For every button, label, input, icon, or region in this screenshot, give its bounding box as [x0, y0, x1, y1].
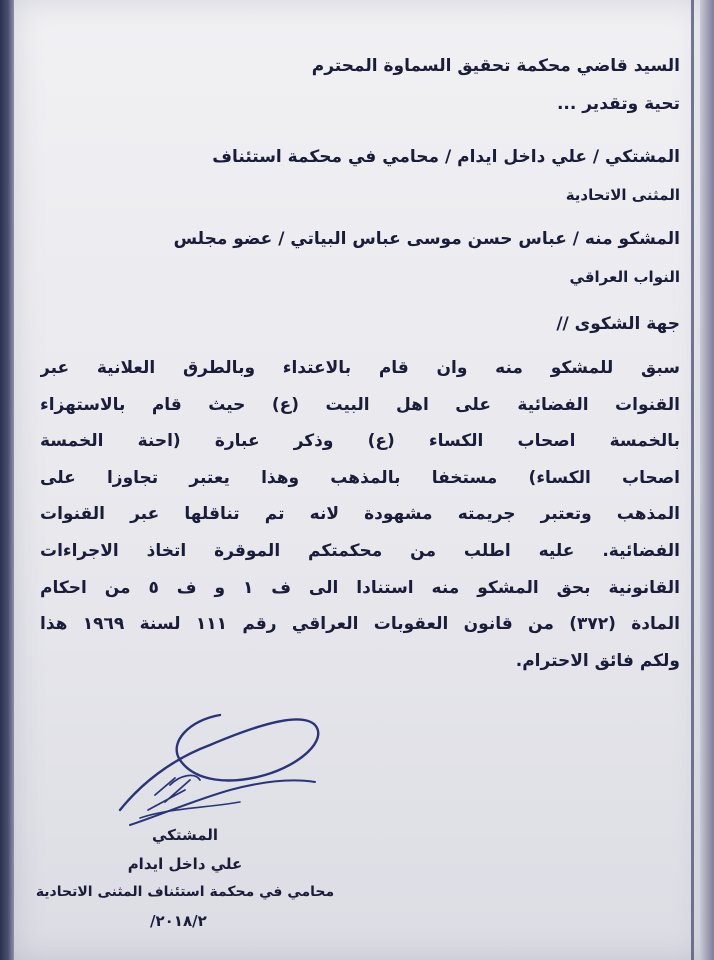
defendant-section: [40, 220, 680, 296]
body-line: اصحاب الكساء) مستخفا بالمذهب وهذا يعتبر تجاوزا على: [40, 467, 680, 488]
complainant-section: [40, 138, 680, 214]
handwritten-signature: [100, 690, 330, 840]
body-line: المذهب وتعتبر جريمته مشهودة لانه تم تناقلها عبر القنوات: [40, 504, 680, 525]
body-line: القانونية بحق المشكو منه استنادا الى ف ١ و ف ٥ من احكام: [40, 577, 680, 598]
body-line: المادة (٣٧٢) من قانون العقوبات العراقي رقم ١١١ لسنة ١٩٦٩ هذا: [40, 614, 680, 635]
greeting-line: تحية وتقدير ...: [556, 94, 680, 114]
complaint-text: [40, 350, 680, 679]
defendant-line: النواب العراقي: [569, 268, 680, 286]
defendant-line: المشكو منه / عباس حسن موسى عباس البياتي / عضو مجلس: [173, 229, 680, 249]
page-border-line: [691, 0, 694, 960]
body-line: القنوات الفضائية على اهل البيت (ع) حيث قام بالاستهزاء: [40, 394, 680, 415]
subject-line: جهة الشكوى //: [556, 314, 680, 334]
signer-title: المشتكي: [151, 826, 219, 844]
paper-edge: [700, 0, 714, 960]
body-line: بالخمسة اصحاب الكساء (ع) وذكر عبارة (احنة الخمسة: [40, 431, 680, 452]
body-line: سبق للمشكو منه وان قام بالاعتداء وبالطرق العلانية عبر: [40, 358, 680, 378]
letter-date: ٢٠١٨/٢/: [150, 912, 207, 930]
complainant-line: المثنى الاتحادية: [565, 186, 680, 204]
signature-block: [20, 820, 350, 936]
addressee-line: السيد قاضي محكمة تحقيق السماوة المحترم: [311, 56, 680, 76]
signer-role: محامي في محكمة استئناف المثنى الاتحادية: [35, 884, 335, 900]
letter-body: [40, 48, 680, 679]
signer-name: علي داخل ايدام: [127, 855, 243, 873]
complainant-line: المشتكي / علي داخل ايدام / محامي في محكمة استئناف: [212, 147, 680, 167]
body-line: ولكم فائق الاحترام.: [515, 650, 680, 671]
body-line: الفضائية. عليه اطلب من محكمتكم الموقرة اتخاذ الاجراءات: [40, 540, 680, 561]
